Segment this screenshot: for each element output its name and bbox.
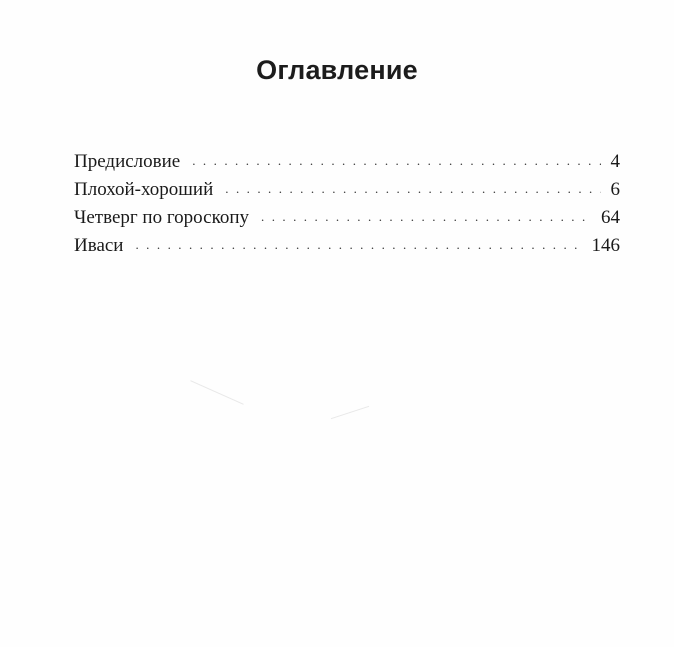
toc-entry[interactable]: [74, 204, 620, 232]
table-of-contents: [74, 148, 620, 260]
toc-entry[interactable]: [74, 232, 620, 260]
toc-entry-title: Четверг по гороскопу: [74, 207, 249, 228]
paper-mark: [331, 406, 369, 419]
dot-leader: [192, 147, 600, 175]
toc-entry[interactable]: [74, 148, 620, 176]
dot-leader: [225, 175, 600, 203]
paper-mark: [190, 380, 243, 405]
toc-entry-title: Иваси: [74, 235, 124, 256]
dot-leader: [135, 231, 581, 259]
toc-entry-page-number: 4: [610, 151, 620, 172]
toc-entry-page-number: 146: [591, 235, 620, 256]
toc-entry-page-number: 6: [610, 179, 620, 200]
toc-entry-page-number: 64: [601, 207, 620, 228]
dot-leader: [261, 203, 591, 231]
toc-entry-title: Плохой-хороший: [74, 179, 214, 200]
toc-entry[interactable]: [74, 176, 620, 204]
page-title: Оглавление: [256, 55, 418, 85]
toc-entry-title: Предисловие: [74, 151, 181, 172]
